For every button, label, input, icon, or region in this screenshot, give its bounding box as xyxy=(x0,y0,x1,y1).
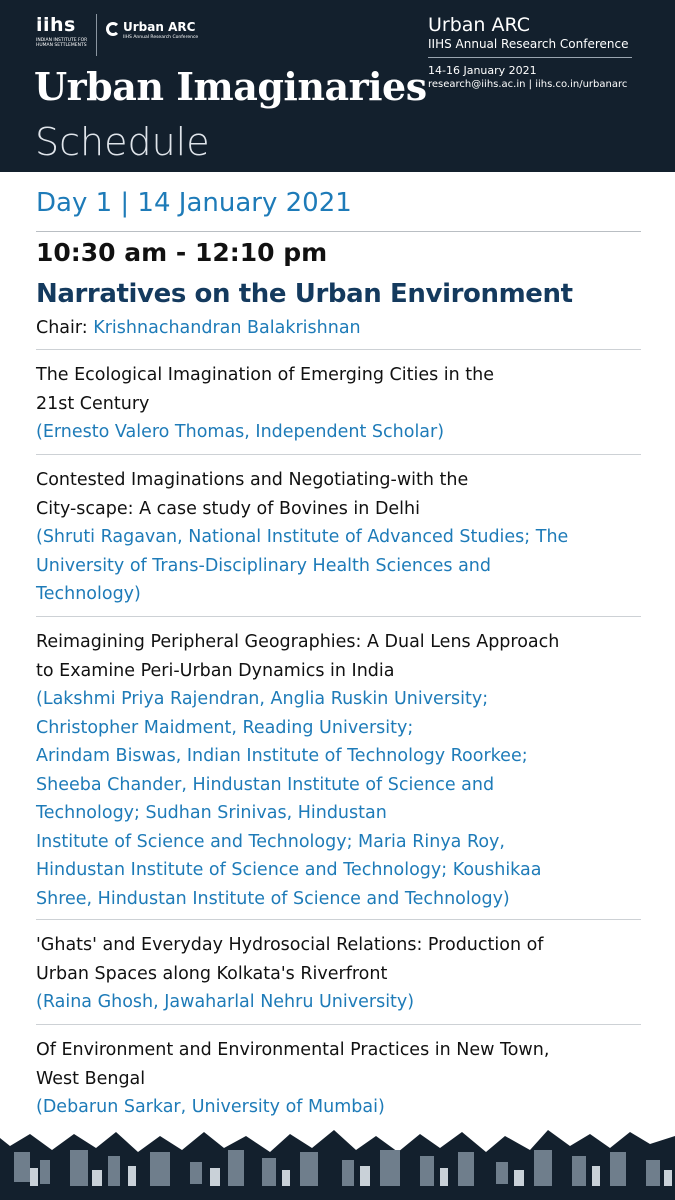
paper-title xyxy=(36,466,641,523)
iihs-logo-mark: iihs xyxy=(36,14,76,36)
divider xyxy=(36,349,641,350)
paper-author-line: Arindam Biswas, Indian Institute of Technology Roorkee; xyxy=(36,746,528,766)
paper-title-line: Urban Spaces along Kolkata's Riverfront xyxy=(36,963,388,984)
divider xyxy=(36,231,641,232)
paper-author-line: (Ernesto Valero Thomas, Independent Scholar) xyxy=(36,422,445,442)
paper-authors xyxy=(36,523,641,609)
paper-author-line: Institute of Science and Technology; Maria Rinya Roy, xyxy=(36,831,505,852)
paper-entry xyxy=(36,919,641,1017)
iihs-logo-tagline: INDIAN INSTITUTE FOR HUMAN SETTLEMENTS xyxy=(36,38,88,48)
chair-label: Chair: xyxy=(36,318,88,338)
paper-author-line: Sheeba Chander, Hindustan Institute of Science and xyxy=(36,774,495,795)
session-chair xyxy=(36,318,361,338)
divider xyxy=(36,919,641,920)
paper-author-line: University of Trans-Disciplinary Health Sciences and xyxy=(36,555,491,576)
session-title: Narratives on the Urban Environment xyxy=(36,279,573,309)
paper-title-line: West Bengal xyxy=(36,1068,146,1089)
paper-title-line: 'Ghats' and Everyday Hydrosocial Relations: Production of xyxy=(36,935,544,955)
paper-author-line: Technology) xyxy=(36,584,141,604)
paper-author-line: Christopher Maidment, Reading University; xyxy=(36,717,414,738)
paper-entry xyxy=(36,454,641,609)
paper-authors xyxy=(36,685,641,913)
header-banner xyxy=(0,0,675,172)
paper-title xyxy=(36,931,641,988)
paper-title xyxy=(36,628,641,685)
paper-title-line: The Ecological Imagination of Emerging Cities in the xyxy=(36,365,495,385)
paper-title-line: Contested Imaginations and Negotiating-with the xyxy=(36,470,469,490)
paper-author-line: Technology; Sudhan Srinivas, Hindustan xyxy=(36,803,387,823)
page-title: Urban Imaginaries xyxy=(34,64,427,109)
paper-author-line: Shree, Hindustan Institute of Science and Technology) xyxy=(36,888,510,909)
paper-title-line: to Examine Peri-Urban Dynamics in India xyxy=(36,660,395,681)
paper-entry xyxy=(36,349,641,447)
paper-entry xyxy=(36,616,641,913)
cityscape-illustration xyxy=(0,1122,675,1200)
arc-circle-icon xyxy=(106,22,120,36)
paper-author-line: (Debarun Sarkar, University of Mumbai) xyxy=(36,1097,385,1117)
conference-contact: research@iihs.ac.in | iihs.co.in/urbanarc xyxy=(428,79,628,90)
paper-title xyxy=(36,1036,641,1093)
arc-logo-tagline: IIHS Annual Research Conference xyxy=(123,35,199,40)
page-subtitle: Schedule xyxy=(35,120,210,164)
paper-authors xyxy=(36,988,641,1017)
paper-title-line: Of Environment and Environmental Practices in New Town, xyxy=(36,1040,550,1060)
logo-divider xyxy=(96,14,97,56)
iihs-logo xyxy=(36,14,92,48)
paper-author-line: (Shruti Ragavan, National Institute of Advanced Studies; The xyxy=(36,527,569,547)
conference-name: Urban ARC xyxy=(428,14,531,36)
paper-author-line: (Lakshmi Priya Rajendran, Anglia Ruskin University; xyxy=(36,689,489,709)
divider xyxy=(36,1024,641,1025)
paper-title-line: City-scape: A case study of Bovines in Delhi xyxy=(36,498,421,519)
divider xyxy=(36,454,641,455)
footer-cityscape-banner xyxy=(0,1122,675,1200)
divider xyxy=(36,616,641,617)
chair-name: Krishnachandran Balakrishnan xyxy=(93,318,361,338)
paper-authors xyxy=(36,1093,641,1122)
paper-author-line: (Raina Ghosh, Jawaharlal Nehru University) xyxy=(36,992,415,1012)
paper-title-line: 21st Century xyxy=(36,393,150,414)
paper-authors xyxy=(36,418,641,447)
urban-arc-logo xyxy=(106,20,198,40)
paper-author-line: Hindustan Institute of Science and Technology; Koushikaa xyxy=(36,860,542,880)
paper-title xyxy=(36,361,641,418)
conference-subtitle: IIHS Annual Research Conference xyxy=(428,36,632,58)
arc-logo-name: Urban ARC xyxy=(123,20,196,34)
day-heading: Day 1 | 14 January 2021 xyxy=(36,188,352,218)
conference-info xyxy=(428,14,632,90)
conference-dates: 14-16 January 2021 xyxy=(428,64,537,77)
paper-title-line: Reimagining Peripheral Geographies: A Dual Lens Approach xyxy=(36,632,560,652)
paper-entry xyxy=(36,1024,641,1122)
session-time: 10:30 am - 12:10 pm xyxy=(36,238,328,267)
